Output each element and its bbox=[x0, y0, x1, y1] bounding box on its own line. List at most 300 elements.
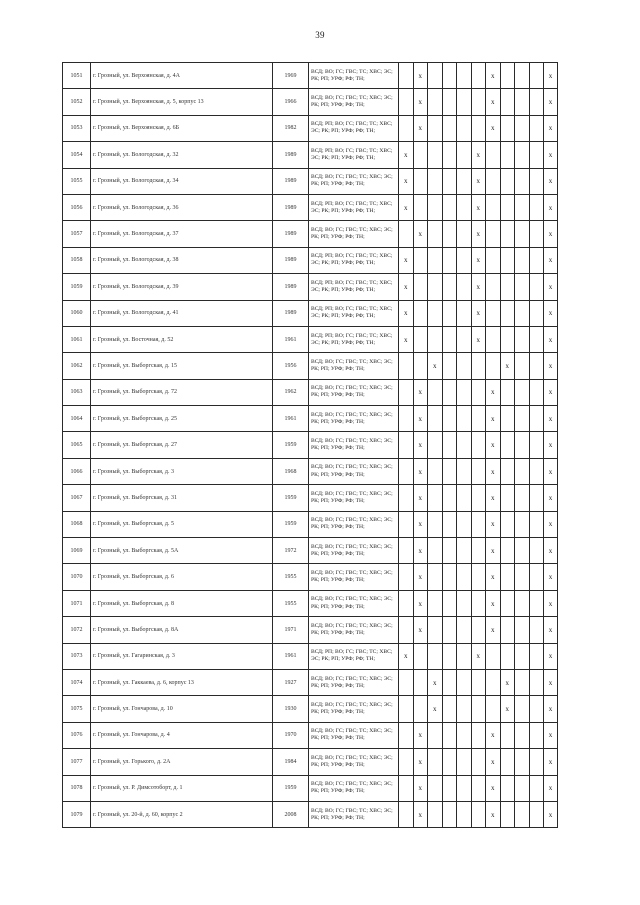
row-mark-cell bbox=[471, 63, 486, 89]
row-number: 1076 bbox=[63, 722, 91, 748]
row-mark-cell bbox=[399, 511, 414, 537]
row-mark-cell bbox=[529, 485, 544, 511]
row-mark-cell bbox=[515, 168, 530, 194]
row-mark-cell: x bbox=[544, 115, 558, 141]
row-mark-cell bbox=[471, 406, 486, 432]
row-mark-cell bbox=[486, 142, 501, 168]
row-number: 1074 bbox=[63, 669, 91, 695]
row-mark-cell bbox=[428, 63, 443, 89]
row-mark-cell bbox=[500, 801, 515, 827]
table-row bbox=[63, 590, 558, 616]
row-mark-cell bbox=[529, 511, 544, 537]
row-mark-cell bbox=[457, 511, 472, 537]
row-year: 1955 bbox=[273, 590, 309, 616]
row-mark-cell bbox=[529, 669, 544, 695]
table-row bbox=[63, 458, 558, 484]
row-mark-cell bbox=[500, 194, 515, 220]
row-systems: ВСД; ВО; ГС; ГВС; ТС; ХВС; ЭС; РК; РП; УРФ; РФ; ТН; bbox=[309, 432, 399, 458]
row-systems: ВСД; ВО; ГС; ГВС; ТС; ХВС; ЭС; РК; РП; УРФ; РФ; ТН; bbox=[309, 564, 399, 590]
row-mark-cell bbox=[515, 458, 530, 484]
row-mark-cell bbox=[529, 564, 544, 590]
row-mark-cell bbox=[457, 353, 472, 379]
table-row bbox=[63, 353, 558, 379]
row-mark-cell bbox=[457, 63, 472, 89]
row-year: 1959 bbox=[273, 511, 309, 537]
row-mark-cell: x bbox=[486, 89, 501, 115]
row-number: 1061 bbox=[63, 326, 91, 352]
row-mark-cell bbox=[500, 485, 515, 511]
row-address: г. Грозный, ул. Верхоянская, д. 5, корпус 13 bbox=[91, 89, 273, 115]
row-mark-cell bbox=[457, 538, 472, 564]
row-systems: ВСД; ВО; ГС; ГВС; ТС; ХВС; ЭС; РК; РП; УРФ; РФ; ТН; bbox=[309, 379, 399, 405]
row-mark-cell: x bbox=[544, 564, 558, 590]
row-mark-cell bbox=[515, 485, 530, 511]
row-mark-cell bbox=[500, 221, 515, 247]
table-row bbox=[63, 432, 558, 458]
row-mark-cell: x bbox=[413, 749, 428, 775]
row-mark-cell bbox=[442, 749, 457, 775]
row-mark-cell bbox=[500, 406, 515, 432]
row-mark-cell bbox=[471, 538, 486, 564]
table-row bbox=[63, 696, 558, 722]
table-row bbox=[63, 775, 558, 801]
row-number: 1053 bbox=[63, 115, 91, 141]
table-row bbox=[63, 142, 558, 168]
row-mark-cell: x bbox=[413, 801, 428, 827]
row-address: г. Грозный, ул. Выборгская, д. 8 bbox=[91, 590, 273, 616]
row-mark-cell bbox=[442, 194, 457, 220]
row-mark-cell bbox=[428, 221, 443, 247]
row-mark-cell bbox=[457, 485, 472, 511]
row-address: г. Грозный, ул. Выборгская, д. 31 bbox=[91, 485, 273, 511]
row-mark-cell bbox=[486, 696, 501, 722]
row-systems: ВСД; ВО; ГС; ГВС; ТС; ХВС; ЭС; РК; РП; УРФ; РФ; ТН; bbox=[309, 168, 399, 194]
row-mark-cell: x bbox=[486, 379, 501, 405]
row-mark-cell bbox=[457, 801, 472, 827]
row-mark-cell bbox=[515, 379, 530, 405]
row-mark-cell bbox=[428, 801, 443, 827]
row-mark-cell: x bbox=[471, 300, 486, 326]
row-mark-cell bbox=[515, 722, 530, 748]
row-mark-cell bbox=[515, 801, 530, 827]
row-mark-cell bbox=[399, 63, 414, 89]
row-mark-cell bbox=[442, 274, 457, 300]
row-mark-cell: x bbox=[486, 63, 501, 89]
row-mark-cell bbox=[413, 643, 428, 669]
row-mark-cell bbox=[399, 538, 414, 564]
row-mark-cell bbox=[500, 274, 515, 300]
row-mark-cell bbox=[428, 194, 443, 220]
row-mark-cell bbox=[413, 247, 428, 273]
row-number: 1070 bbox=[63, 564, 91, 590]
row-number: 1065 bbox=[63, 432, 91, 458]
row-mark-cell bbox=[399, 432, 414, 458]
row-year: 1989 bbox=[273, 194, 309, 220]
row-number: 1056 bbox=[63, 194, 91, 220]
row-mark-cell bbox=[500, 775, 515, 801]
row-mark-cell bbox=[500, 115, 515, 141]
row-mark-cell bbox=[529, 406, 544, 432]
row-year: 1989 bbox=[273, 168, 309, 194]
row-year: 1966 bbox=[273, 89, 309, 115]
row-mark-cell bbox=[515, 194, 530, 220]
row-systems: ВСД; ВО; ГС; ГВС; ТС; ХВС; ЭС; РК; РП; УРФ; РФ; ТН; bbox=[309, 89, 399, 115]
table-row bbox=[63, 617, 558, 643]
row-mark-cell bbox=[500, 89, 515, 115]
row-mark-cell bbox=[471, 379, 486, 405]
row-mark-cell bbox=[529, 300, 544, 326]
row-systems: ВСД; РП; ВО; ГС; ГВС; ТС; ХВС; ЭС; РК; РП; УРФ; РФ; ТН; bbox=[309, 326, 399, 352]
row-mark-cell: x bbox=[544, 300, 558, 326]
row-number: 1055 bbox=[63, 168, 91, 194]
row-mark-cell bbox=[457, 458, 472, 484]
row-mark-cell: x bbox=[544, 89, 558, 115]
row-mark-cell bbox=[442, 247, 457, 273]
row-year: 1956 bbox=[273, 353, 309, 379]
row-mark-cell: x bbox=[428, 696, 443, 722]
row-systems: ВСД; ВО; ГС; ГВС; ТС; ХВС; ЭС; РК; РП; УРФ; РФ; ТН; bbox=[309, 485, 399, 511]
row-address: г. Грозный, ул. Восточная, д. 52 bbox=[91, 326, 273, 352]
row-mark-cell bbox=[399, 669, 414, 695]
table-row bbox=[63, 538, 558, 564]
row-mark-cell bbox=[471, 485, 486, 511]
row-mark-cell bbox=[515, 669, 530, 695]
row-mark-cell bbox=[471, 353, 486, 379]
row-mark-cell bbox=[500, 379, 515, 405]
row-mark-cell: x bbox=[413, 722, 428, 748]
row-mark-cell bbox=[442, 511, 457, 537]
row-mark-cell bbox=[413, 274, 428, 300]
row-mark-cell bbox=[442, 115, 457, 141]
row-mark-cell: x bbox=[544, 590, 558, 616]
row-mark-cell: x bbox=[413, 458, 428, 484]
row-mark-cell: x bbox=[486, 590, 501, 616]
row-number: 1077 bbox=[63, 749, 91, 775]
row-mark-cell bbox=[442, 722, 457, 748]
row-mark-cell bbox=[529, 801, 544, 827]
row-mark-cell bbox=[529, 326, 544, 352]
row-mark-cell bbox=[413, 300, 428, 326]
row-year: 1972 bbox=[273, 538, 309, 564]
row-mark-cell: x bbox=[486, 432, 501, 458]
row-mark-cell: x bbox=[486, 617, 501, 643]
table-row bbox=[63, 749, 558, 775]
row-address: г. Грозный, ул. Гончарова, д. 4 bbox=[91, 722, 273, 748]
table-row bbox=[63, 511, 558, 537]
row-address: г. Грозный, ул. Гаккаева, д. 6, корпус 13 bbox=[91, 669, 273, 695]
row-mark-cell bbox=[413, 326, 428, 352]
row-year: 1961 bbox=[273, 643, 309, 669]
row-mark-cell bbox=[529, 168, 544, 194]
row-address: г. Грозный, ул. Выборгская, д. 15 bbox=[91, 353, 273, 379]
row-mark-cell bbox=[442, 63, 457, 89]
row-mark-cell: x bbox=[399, 326, 414, 352]
row-mark-cell bbox=[457, 406, 472, 432]
row-mark-cell bbox=[457, 775, 472, 801]
row-mark-cell: x bbox=[544, 194, 558, 220]
row-mark-cell bbox=[515, 749, 530, 775]
row-mark-cell bbox=[529, 617, 544, 643]
row-mark-cell bbox=[442, 696, 457, 722]
row-mark-cell bbox=[428, 379, 443, 405]
table-row bbox=[63, 643, 558, 669]
row-systems: ВСД; ВО; ГС; ГВС; ТС; ХВС; ЭС; РК; РП; УРФ; РФ; ТН; bbox=[309, 801, 399, 827]
row-mark-cell: x bbox=[413, 432, 428, 458]
row-year: 1989 bbox=[273, 300, 309, 326]
page-number: 39 bbox=[315, 30, 325, 40]
row-systems: ВСД; РП; ВО; ГС; ГВС; ТС; ХВС; ЭС; РК; РП; УРФ; РФ; ТН; bbox=[309, 115, 399, 141]
row-address: г. Грозный, ул. Выборгская, д. 27 bbox=[91, 432, 273, 458]
row-mark-cell: x bbox=[486, 722, 501, 748]
row-mark-cell bbox=[515, 300, 530, 326]
row-mark-cell: x bbox=[399, 168, 414, 194]
row-mark-cell bbox=[515, 274, 530, 300]
row-mark-cell bbox=[428, 432, 443, 458]
row-address: г. Грозный, ул. Вологодская, д. 32 bbox=[91, 142, 273, 168]
table-row bbox=[63, 221, 558, 247]
row-mark-cell bbox=[442, 379, 457, 405]
row-mark-cell bbox=[529, 538, 544, 564]
row-mark-cell bbox=[515, 696, 530, 722]
table-row bbox=[63, 379, 558, 405]
row-year: 1961 bbox=[273, 406, 309, 432]
row-mark-cell bbox=[471, 801, 486, 827]
row-systems: ВСД; ВО; ГС; ГВС; ТС; ХВС; ЭС; РК; РП; УРФ; РФ; ТН; bbox=[309, 63, 399, 89]
row-mark-cell bbox=[515, 643, 530, 669]
row-mark-cell bbox=[515, 538, 530, 564]
row-mark-cell bbox=[457, 168, 472, 194]
row-mark-cell: x bbox=[413, 590, 428, 616]
row-mark-cell bbox=[500, 247, 515, 273]
row-mark-cell: x bbox=[486, 511, 501, 537]
row-mark-cell bbox=[515, 115, 530, 141]
row-mark-cell: x bbox=[544, 168, 558, 194]
row-systems: ВСД; РП; ВО; ГС; ГВС; ТС; ХВС; ЭС; РК; РП; УРФ; РФ; ТН; bbox=[309, 274, 399, 300]
row-mark-cell bbox=[515, 142, 530, 168]
row-mark-cell bbox=[399, 379, 414, 405]
row-mark-cell bbox=[428, 326, 443, 352]
row-mark-cell bbox=[399, 617, 414, 643]
row-mark-cell bbox=[471, 432, 486, 458]
row-mark-cell: x bbox=[544, 722, 558, 748]
row-number: 1067 bbox=[63, 485, 91, 511]
row-mark-cell bbox=[413, 194, 428, 220]
row-mark-cell: x bbox=[399, 247, 414, 273]
row-mark-cell bbox=[529, 458, 544, 484]
row-mark-cell bbox=[442, 432, 457, 458]
row-mark-cell: x bbox=[428, 669, 443, 695]
row-mark-cell bbox=[500, 590, 515, 616]
row-mark-cell bbox=[486, 168, 501, 194]
row-mark-cell bbox=[457, 696, 472, 722]
row-mark-cell: x bbox=[413, 89, 428, 115]
row-mark-cell bbox=[428, 775, 443, 801]
row-mark-cell bbox=[399, 406, 414, 432]
row-mark-cell bbox=[515, 590, 530, 616]
row-mark-cell bbox=[428, 89, 443, 115]
row-mark-cell bbox=[486, 643, 501, 669]
row-mark-cell bbox=[442, 142, 457, 168]
row-number: 1063 bbox=[63, 379, 91, 405]
row-year: 1989 bbox=[273, 142, 309, 168]
row-mark-cell bbox=[428, 168, 443, 194]
table-row bbox=[63, 564, 558, 590]
row-year: 1969 bbox=[273, 63, 309, 89]
row-mark-cell bbox=[399, 221, 414, 247]
row-mark-cell: x bbox=[544, 669, 558, 695]
row-mark-cell bbox=[442, 221, 457, 247]
row-mark-cell bbox=[457, 432, 472, 458]
row-mark-cell bbox=[442, 538, 457, 564]
row-mark-cell bbox=[413, 168, 428, 194]
row-mark-cell bbox=[399, 564, 414, 590]
row-mark-cell bbox=[442, 300, 457, 326]
row-mark-cell bbox=[486, 669, 501, 695]
row-mark-cell bbox=[471, 749, 486, 775]
row-number: 1064 bbox=[63, 406, 91, 432]
row-systems: ВСД; ВО; ГС; ГВС; ТС; ХВС; ЭС; РК; РП; УРФ; РФ; ТН; bbox=[309, 669, 399, 695]
row-mark-cell bbox=[399, 115, 414, 141]
row-mark-cell: x bbox=[544, 696, 558, 722]
row-systems: ВСД; ВО; ГС; ГВС; ТС; ХВС; ЭС; РК; РП; УРФ; РФ; ТН; bbox=[309, 617, 399, 643]
row-number: 1072 bbox=[63, 617, 91, 643]
row-mark-cell bbox=[442, 643, 457, 669]
row-mark-cell: x bbox=[486, 538, 501, 564]
row-mark-cell bbox=[515, 89, 530, 115]
row-mark-cell: x bbox=[544, 511, 558, 537]
row-mark-cell bbox=[399, 485, 414, 511]
row-mark-cell bbox=[471, 458, 486, 484]
row-mark-cell bbox=[457, 564, 472, 590]
table-row bbox=[63, 89, 558, 115]
row-year: 1959 bbox=[273, 775, 309, 801]
row-number: 1073 bbox=[63, 643, 91, 669]
row-mark-cell: x bbox=[544, 379, 558, 405]
row-mark-cell bbox=[442, 485, 457, 511]
row-mark-cell: x bbox=[544, 274, 558, 300]
row-mark-cell bbox=[399, 89, 414, 115]
row-mark-cell bbox=[529, 590, 544, 616]
row-mark-cell bbox=[457, 722, 472, 748]
row-mark-cell bbox=[413, 696, 428, 722]
row-mark-cell: x bbox=[413, 564, 428, 590]
row-mark-cell: x bbox=[486, 564, 501, 590]
row-mark-cell bbox=[457, 590, 472, 616]
row-mark-cell: x bbox=[486, 406, 501, 432]
row-mark-cell bbox=[471, 775, 486, 801]
table-row bbox=[63, 722, 558, 748]
row-mark-cell bbox=[399, 801, 414, 827]
row-number: 1062 bbox=[63, 353, 91, 379]
row-mark-cell bbox=[486, 194, 501, 220]
row-mark-cell bbox=[413, 353, 428, 379]
table-row bbox=[63, 300, 558, 326]
row-mark-cell bbox=[428, 643, 443, 669]
row-year: 1959 bbox=[273, 485, 309, 511]
row-mark-cell: x bbox=[544, 221, 558, 247]
row-mark-cell: x bbox=[471, 168, 486, 194]
row-mark-cell: x bbox=[544, 353, 558, 379]
row-number: 1069 bbox=[63, 538, 91, 564]
row-mark-cell bbox=[515, 221, 530, 247]
row-mark-cell bbox=[428, 247, 443, 273]
row-mark-cell bbox=[529, 89, 544, 115]
row-mark-cell: x bbox=[544, 749, 558, 775]
row-mark-cell bbox=[471, 564, 486, 590]
row-mark-cell bbox=[500, 168, 515, 194]
row-mark-cell: x bbox=[399, 194, 414, 220]
row-mark-cell bbox=[399, 749, 414, 775]
row-mark-cell: x bbox=[413, 538, 428, 564]
row-systems: ВСД; ВО; ГС; ГВС; ТС; ХВС; ЭС; РК; РП; УРФ; РФ; ТН; bbox=[309, 775, 399, 801]
row-year: 1927 bbox=[273, 669, 309, 695]
row-systems: ВСД; ВО; ГС; ГВС; ТС; ХВС; ЭС; РК; РП; УРФ; РФ; ТН; bbox=[309, 696, 399, 722]
table-row bbox=[63, 247, 558, 273]
row-mark-cell bbox=[457, 300, 472, 326]
row-mark-cell: x bbox=[544, 458, 558, 484]
row-year: 1989 bbox=[273, 221, 309, 247]
row-mark-cell bbox=[500, 643, 515, 669]
table-row bbox=[63, 406, 558, 432]
row-mark-cell bbox=[457, 274, 472, 300]
row-address: г. Грозный, ул. Горького, д. 2А bbox=[91, 749, 273, 775]
row-year: 1968 bbox=[273, 458, 309, 484]
row-mark-cell bbox=[428, 142, 443, 168]
row-mark-cell bbox=[471, 722, 486, 748]
row-mark-cell bbox=[457, 142, 472, 168]
row-mark-cell bbox=[428, 590, 443, 616]
row-mark-cell: x bbox=[544, 643, 558, 669]
row-number: 1054 bbox=[63, 142, 91, 168]
row-mark-cell: x bbox=[399, 142, 414, 168]
table-row bbox=[63, 115, 558, 141]
row-mark-cell: x bbox=[544, 432, 558, 458]
row-year: 1989 bbox=[273, 274, 309, 300]
row-number: 1060 bbox=[63, 300, 91, 326]
row-address: г. Грозный, ул. Вологодская, д. 37 bbox=[91, 221, 273, 247]
row-number: 1068 bbox=[63, 511, 91, 537]
row-mark-cell bbox=[515, 406, 530, 432]
row-mark-cell bbox=[457, 115, 472, 141]
row-mark-cell bbox=[529, 63, 544, 89]
row-year: 1955 bbox=[273, 564, 309, 590]
table-row bbox=[63, 326, 558, 352]
row-address: г. Грозный, ул. Вологодская, д. 34 bbox=[91, 168, 273, 194]
row-mark-cell: x bbox=[486, 775, 501, 801]
row-mark-cell bbox=[442, 458, 457, 484]
row-mark-cell: x bbox=[544, 775, 558, 801]
row-mark-cell bbox=[500, 63, 515, 89]
row-mark-cell bbox=[413, 669, 428, 695]
row-year: 1989 bbox=[273, 247, 309, 273]
row-mark-cell bbox=[457, 749, 472, 775]
row-number: 1066 bbox=[63, 458, 91, 484]
row-mark-cell bbox=[428, 406, 443, 432]
row-mark-cell bbox=[471, 590, 486, 616]
row-mark-cell bbox=[428, 458, 443, 484]
row-mark-cell bbox=[428, 274, 443, 300]
row-mark-cell bbox=[442, 775, 457, 801]
row-mark-cell bbox=[529, 775, 544, 801]
row-mark-cell bbox=[428, 617, 443, 643]
row-systems: ВСД; ВО; ГС; ГВС; ТС; ХВС; ЭС; РК; РП; УРФ; РФ; ТН; bbox=[309, 722, 399, 748]
row-mark-cell bbox=[500, 326, 515, 352]
row-mark-cell bbox=[529, 274, 544, 300]
row-number: 1052 bbox=[63, 89, 91, 115]
row-mark-cell: x bbox=[544, 247, 558, 273]
row-mark-cell bbox=[457, 221, 472, 247]
row-mark-cell: x bbox=[544, 801, 558, 827]
